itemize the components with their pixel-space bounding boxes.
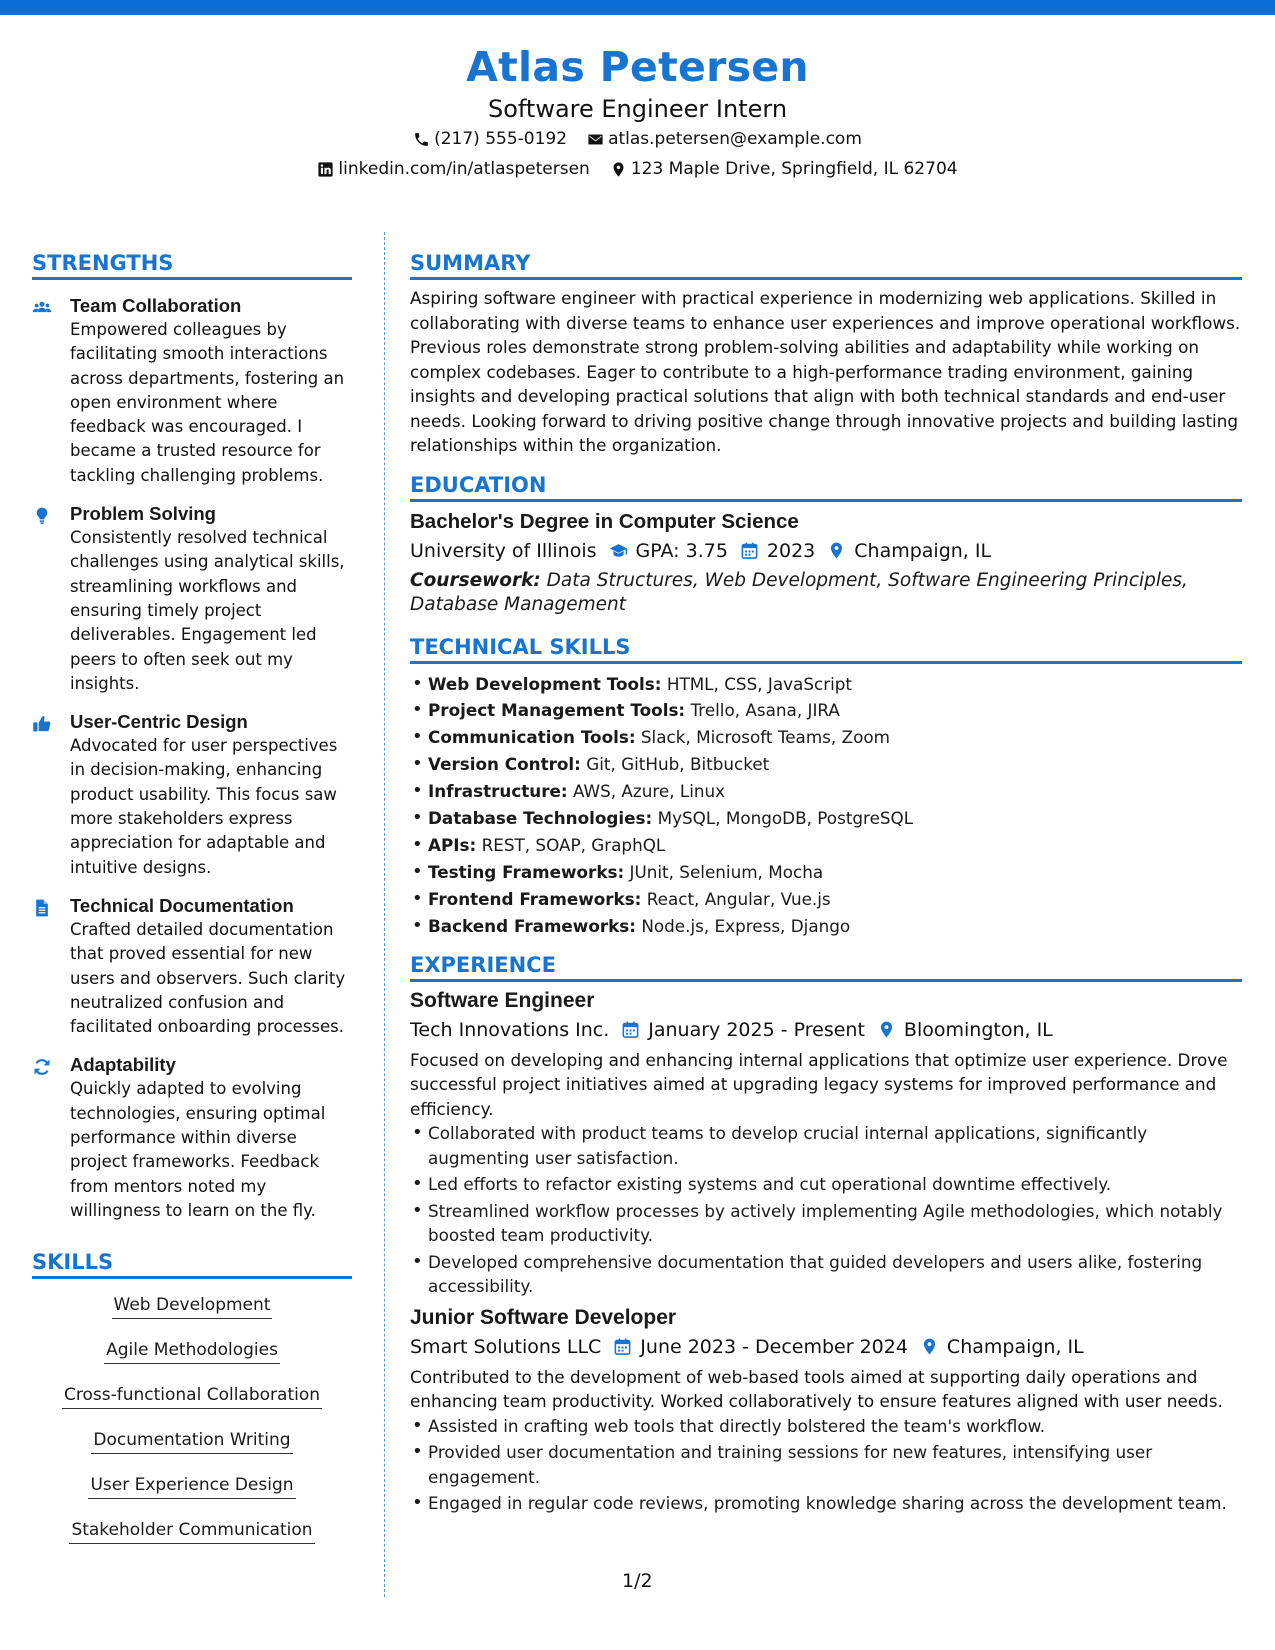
strength-item <box>32 294 352 488</box>
job-entry <box>410 1304 1242 1516</box>
list-item: • Communication Tools: Slack, Microsoft Teams, Zoom <box>410 724 1242 751</box>
coursework-list: Data Structures, Web Development, Software Engineering Principles, Database Management <box>410 569 1188 615</box>
strength-title: Technical Documentation <box>70 894 294 916</box>
map-pin-icon <box>610 161 627 178</box>
summary-text: Aspiring software engineer with practical experience in modernizing web applications. Skilled in collaborating with diverse teams to enhance user experiences and improve operational workflows. Previous roles demonstrate strong problem-solving abilities and adaptability while working on complex codebases. Eager to contribute to a high-performance trading environment, gaining insights and developing practical solutions that align with both technical standards and end-user needs. Looking forward to driving positive change through innovative projects and building lasting relationships within the organization. <box>410 288 1241 455</box>
coursework-label: Coursework: <box>410 569 541 591</box>
summary-heading: SUMMARY <box>410 246 1242 280</box>
list-item: • Frontend Frameworks: React, Angular, Vue.js <box>410 886 1242 913</box>
experience-heading: EXPERIENCE <box>410 948 1242 982</box>
top-accent-bar <box>0 0 1275 15</box>
right-column <box>410 246 1242 1518</box>
skill-tag: Web Development <box>112 1292 273 1319</box>
list-item: • Engaged in regular code reviews, promoting knowledge sharing across the development team. <box>410 1491 1242 1516</box>
job-location: Champaign, IL <box>946 1335 1084 1358</box>
strength-item <box>32 894 352 1039</box>
job-bullets <box>410 1414 1242 1516</box>
education-meta <box>410 536 1242 566</box>
job-description: Contributed to the development of web-based tools aimed at supporting daily operations and enhancing team productivity. Worked collaboratively to ensure features aligned with user needs. <box>410 1366 1223 1412</box>
job-location: Bloomington, IL <box>903 1018 1053 1041</box>
sync-icon <box>32 1057 52 1077</box>
skills-heading: SKILLS <box>32 1245 352 1279</box>
strength-title: User-Centric Design <box>70 711 248 733</box>
strength-desc: Advocated for user perspectives in decision-making, enhancing product usability. This focus saw more stakeholders express appreciation for adaptable and intuitive designs. <box>70 736 338 877</box>
list-item: • Project Management Tools: Trello, Asana, JIRA <box>410 697 1242 724</box>
strength-desc: Empowered colleagues by facilitating smooth interactions across departments, fostering an open environment where feedback was encouraged. I became a trusted resource for tackling challenging problems. <box>70 320 345 485</box>
list-item: • Streamlined workflow processes by actively implementing Agile methodologies, which notably boosted team productivity. <box>410 1199 1242 1248</box>
linkedin-text: linkedin.com/in/atlaspetersen <box>338 159 590 179</box>
linkedin-contact[interactable] <box>317 154 589 184</box>
phone-icon <box>413 131 430 148</box>
left-column <box>32 246 352 1555</box>
job-dates: June 2023 - December 2024 <box>640 1335 908 1358</box>
contact-line-2 <box>0 154 1275 184</box>
phone-contact <box>413 124 567 154</box>
column-divider <box>384 232 385 1597</box>
email-text: atlas.petersen@example.com <box>608 129 862 149</box>
skill-tag: User Experience Design <box>88 1472 295 1499</box>
list-item: • Version Control: Git, GitHub, Bitbucket <box>410 751 1242 778</box>
job-bullets <box>410 1121 1242 1299</box>
gpa-text: GPA: 3.75 <box>635 539 728 562</box>
linkedin-icon <box>317 161 334 178</box>
job-meta <box>410 1332 1242 1362</box>
skill-tag: Stakeholder Communication <box>69 1517 314 1544</box>
list-item: • Testing Frameworks: JUnit, Selenium, Mocha <box>410 859 1242 886</box>
list-item: • Developed comprehensive documentation that guided developers and users alike, fostering accessibility. <box>410 1250 1242 1299</box>
strength-desc: Crafted detailed documentation that proved essential for new users and observers. Such clarity neutralized confusion and facilitated onboarding processes. <box>70 919 346 1037</box>
strength-title: Team Collaboration <box>70 295 242 316</box>
school-location: Champaign, IL <box>854 539 992 562</box>
skill-tag: Agile Methodologies <box>104 1337 280 1364</box>
phone-text: (217) 555-0192 <box>434 129 568 149</box>
list-item: • Led efforts to refactor existing systems and cut operational downtime effectively. <box>410 1172 1242 1197</box>
document-icon <box>32 898 52 918</box>
list-item: • Collaborated with product teams to develop crucial internal applications, significantly augmenting user satisfaction. <box>410 1121 1242 1170</box>
technical-skills-heading: TECHNICAL SKILLS <box>410 630 1242 664</box>
list-item: • Database Technologies: MySQL, MongoDB, PostgreSQL <box>410 805 1242 832</box>
address-text: 123 Maple Drive, Springfield, IL 62704 <box>630 159 958 179</box>
map-pin-icon <box>827 541 846 560</box>
strength-item <box>32 502 352 696</box>
map-pin-icon <box>920 1337 939 1356</box>
job-meta <box>410 1015 1242 1045</box>
job-description: Focused on developing and enhancing internal applications that optimize user experience. Drove successful project initiatives aimed at upgrading legacy systems for improved performance and efficiency. <box>410 1049 1228 1119</box>
job-title: Junior Software Developer <box>410 1305 677 1329</box>
graduation-year: 2023 <box>766 539 816 562</box>
skill-tag: Cross-functional Collaboration <box>62 1382 322 1409</box>
skill-tag: Documentation Writing <box>91 1427 292 1454</box>
technical-skills-list <box>410 671 1242 940</box>
contact-line-1 <box>0 124 1275 154</box>
list-item: • Assisted in crafting web tools that directly bolstered the team's workflow. <box>410 1414 1242 1439</box>
calendar-icon <box>740 541 759 560</box>
job-dates: January 2025 - Present <box>648 1018 865 1041</box>
envelope-icon <box>587 131 604 148</box>
strength-item <box>32 1053 352 1223</box>
address-contact <box>610 154 958 184</box>
list-item: • Web Development Tools: HTML, CSS, JavaScript <box>410 671 1242 698</box>
resume-header <box>0 40 1275 184</box>
list-item: • Provided user documentation and training sessions for new features, intensifying user engagement. <box>410 1440 1242 1489</box>
list-item: • APIs: REST, SOAP, GraphQL <box>410 832 1242 859</box>
strength-title: Adaptability <box>70 1054 176 1076</box>
candidate-name: Atlas Petersen <box>466 43 809 91</box>
candidate-title: Software Engineer Intern <box>487 95 788 123</box>
coursework <box>410 569 1242 618</box>
graduation-cap-icon <box>609 541 628 560</box>
strength-desc: Quickly adapted to evolving technologies, ensuring optimal performance within diverse project frameworks. Feedback from mentors noted my willingness to learn on the fly. <box>70 1079 326 1220</box>
company-name: Smart Solutions LLC <box>410 1335 602 1358</box>
education-heading: EDUCATION <box>410 468 1242 502</box>
map-pin-icon <box>877 1020 896 1039</box>
strength-item <box>32 710 352 880</box>
thumbs-up-icon <box>32 714 52 734</box>
list-item: • Infrastructure: AWS, Azure, Linux <box>410 778 1242 805</box>
job-entry <box>410 987 1242 1299</box>
skills-list <box>32 1285 352 1555</box>
page-number: 1/2 <box>622 1570 653 1592</box>
degree-title: Bachelor's Degree in Computer Science <box>410 509 799 533</box>
strength-title: Problem Solving <box>70 503 216 525</box>
lightbulb-icon <box>32 506 52 526</box>
users-icon <box>32 298 52 318</box>
company-name: Tech Innovations Inc. <box>410 1018 610 1041</box>
list-item: • Backend Frameworks: Node.js, Express, Django <box>410 913 1242 940</box>
strength-desc: Consistently resolved technical challenges using analytical skills, streamlining workflows and ensuring timely project deliverables. Engagement led peers to often seek out my insights. <box>70 528 345 693</box>
email-contact[interactable] <box>587 124 862 154</box>
calendar-icon <box>621 1020 640 1039</box>
strengths-heading: STRENGTHS <box>32 246 352 280</box>
job-title: Software Engineer <box>410 988 595 1012</box>
school-name: University of Illinois <box>410 539 597 562</box>
calendar-icon <box>613 1337 632 1356</box>
